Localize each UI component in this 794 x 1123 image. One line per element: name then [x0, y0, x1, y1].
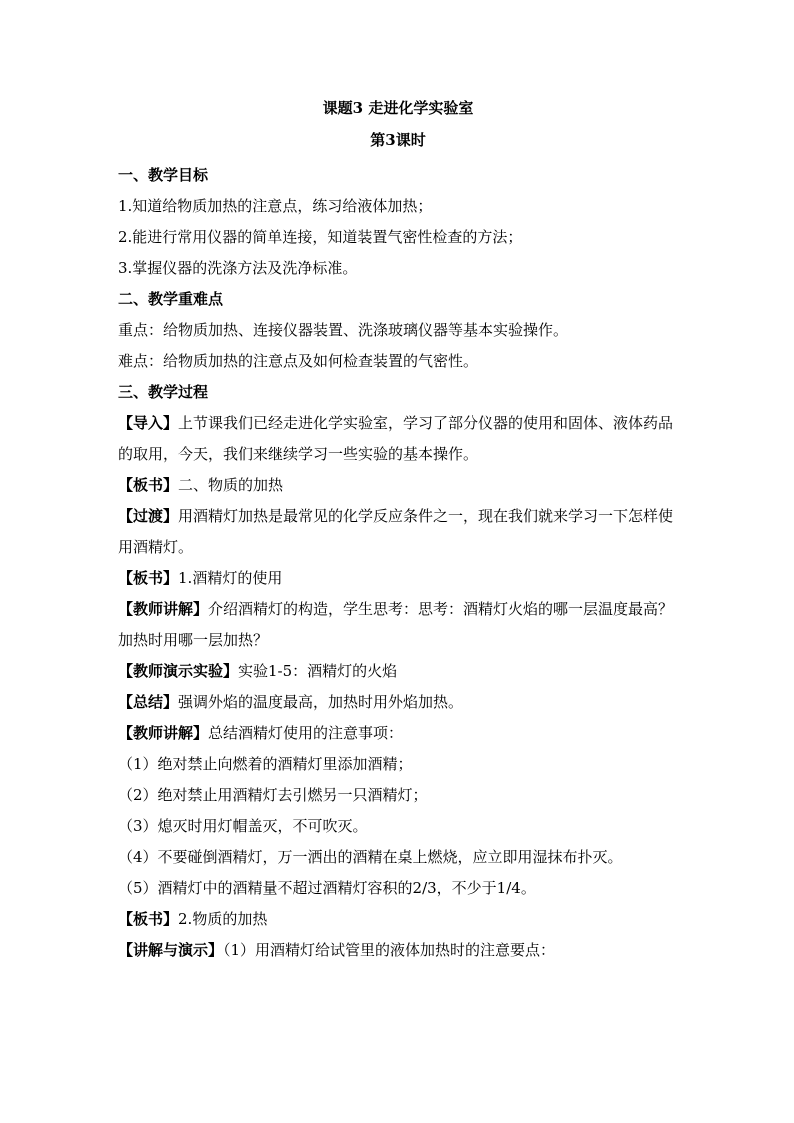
- paragraph-tag: 【板书】: [118, 910, 179, 928]
- document-body: [118, 97, 678, 966]
- paragraph-tag: 【教师演示实验】: [118, 662, 239, 680]
- paragraph: （5）酒精灯中的酒精量不超过酒精灯容积的2/3，不少于1/4。: [118, 879, 536, 897]
- paragraph: 【板书】2.物质的加热: [118, 910, 268, 928]
- paragraph: 重点：给物质加热、连接仪器装置、洗涤玻璃仪器等基本实验操作。: [118, 321, 569, 339]
- paragraph: 难点：给物质加热的注意点及如何检查装置的气密性。: [118, 352, 479, 370]
- paragraph: 【导入】上节课我们已经走进化学实验室，学习了部分仪器的使用和固体、液体药品的取用，今天，我们来继续学习一些实验的基本操作。: [118, 414, 674, 463]
- paragraph-tag: 【过渡】: [118, 507, 179, 525]
- document-title: 课题3 走进化学实验室: [322, 99, 474, 117]
- paragraph: 【板书】二、物质的加热: [118, 476, 284, 494]
- document-subtitle: 第3课时: [370, 131, 426, 149]
- paragraph-tag: 【导入】: [118, 414, 179, 432]
- paragraph-tag: 【板书】: [118, 476, 179, 494]
- paragraph-tag: 【讲解与演示】: [118, 941, 224, 959]
- section-heading: 二、教学重难点: [118, 290, 224, 308]
- paragraph: 【教师讲解】总结酒精灯使用的注意事项：: [118, 724, 404, 742]
- paragraph: 2.能进行常用仪器的简单连接，知道装置气密性检查的方法；: [118, 228, 523, 246]
- paragraph: （4）不要碰倒酒精灯，万一洒出的酒精在桌上燃烧，应立即用湿抹布扑灭。: [118, 848, 623, 866]
- section-heading: 一、教学目标: [118, 166, 209, 184]
- paragraph-tag: 【教师讲解】: [118, 724, 209, 742]
- paragraph: （3）熄灭时用灯帽盖灭，不可吹灭。: [118, 817, 368, 835]
- paragraph: 【过渡】用酒精灯加热是最常见的化学反应条件之一，现在我们就来学习一下怎样使用酒精灯。: [118, 507, 674, 556]
- paragraph-tag: 【教师讲解】: [118, 600, 209, 618]
- paragraph: （1）绝对禁止向燃着的酒精灯里添加酒精；: [118, 755, 413, 773]
- paragraph: 【板书】1.酒精灯的使用: [118, 569, 283, 587]
- paragraph-tag: 【总结】: [118, 693, 179, 711]
- paragraph-tag: 【板书】: [118, 569, 179, 587]
- paragraph: 1.知道给物质加热的注意点，练习给液体加热；: [118, 197, 433, 215]
- paragraph: 【总结】强调外焰的温度最高，加热时用外焰加热。: [118, 693, 464, 711]
- section-heading: 三、教学过程: [118, 383, 209, 401]
- paragraph: 【教师演示实验】实验1-5：酒精灯的火焰: [118, 662, 398, 680]
- paragraph: （2）绝对禁止用酒精灯去引燃另一只酒精灯；: [118, 786, 428, 804]
- paragraph: 【讲解与演示】（1）用酒精灯给试管里的液体加热时的注意要点：: [118, 941, 556, 959]
- paragraph: 3.掌握仪器的洗涤方法及洗净标准。: [118, 259, 358, 277]
- paragraph: 【教师讲解】介绍酒精灯的构造，学生思考：思考：酒精灯火焰的哪一层温度最高？加热时用哪一层加热？: [118, 600, 674, 649]
